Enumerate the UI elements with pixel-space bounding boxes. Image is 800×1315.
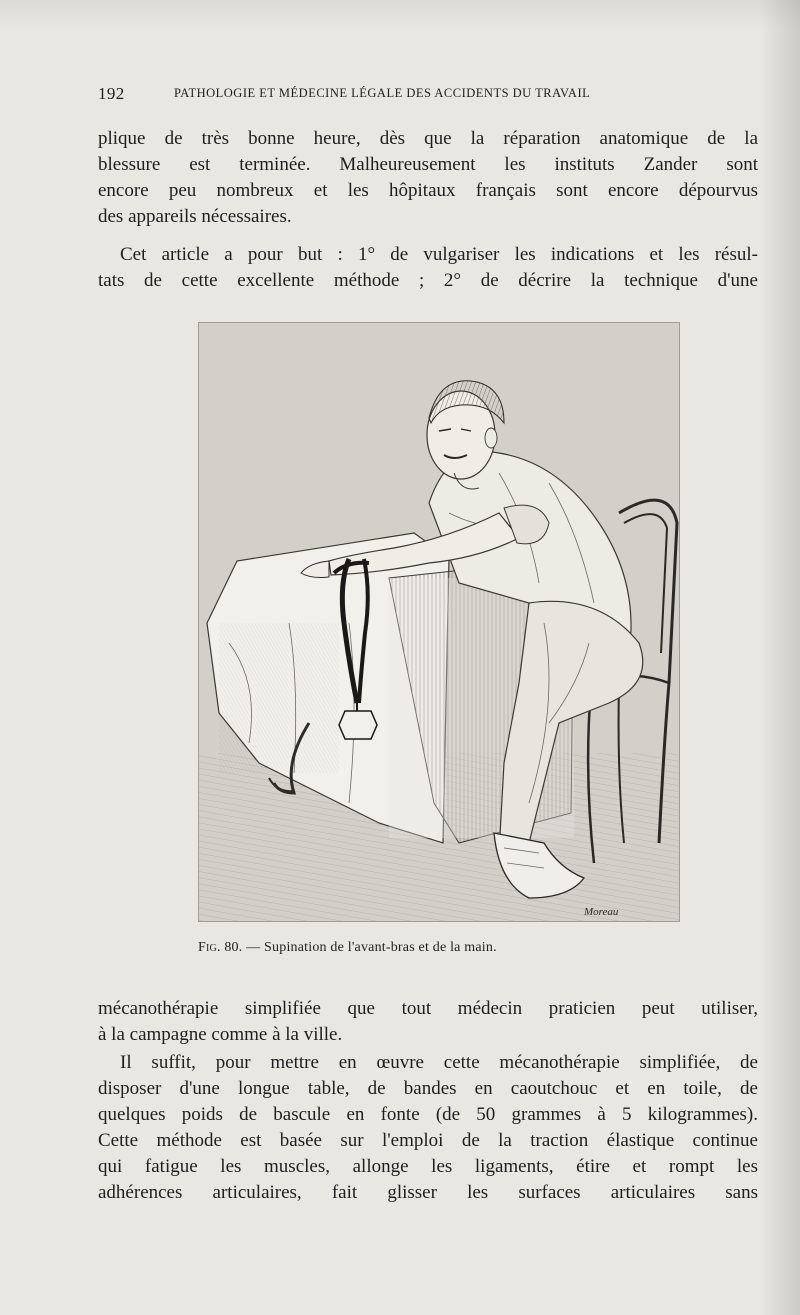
text-line: à la campagne comme à la ville. <box>98 1024 343 1045</box>
text-line: quelques poids de bascule en fonte (de 50 grammes à 5 kilogrammes). <box>98 1104 758 1125</box>
text-line: Cette méthode est basée sur l'emploi de la traction élastique continue <box>98 1130 758 1151</box>
page-shadow <box>0 0 800 30</box>
text-line: adhérences articulaires, fait glisser les surfaces articulaires sans <box>98 1182 758 1203</box>
engraving-supination <box>199 323 679 921</box>
page-number: 192 <box>98 84 125 103</box>
text-line: plique de très bonne heure, dès que la réparation anatomique de la <box>98 128 758 149</box>
text-line: blessure est terminée. Malheureusement les instituts Zander sont <box>98 154 758 175</box>
text-line: tats de cette excellente méthode ; 2° de décrire la technique d'une <box>98 270 758 291</box>
figure-caption <box>198 940 800 956</box>
paragraph-2 <box>98 242 758 294</box>
text-line: Il suffit, pour mettre en œuvre cette mécanothérapie simplifiée, de <box>120 1052 758 1073</box>
page-gutter-shadow <box>760 0 800 1315</box>
paragraph-3 <box>98 996 758 1048</box>
text-line: qui fatigue les muscles, allonge les ligaments, étire et rompt les <box>98 1156 758 1177</box>
text-line: des appareils nécessaires. <box>98 206 292 227</box>
figure-label: Fig. 80. <box>198 940 243 955</box>
paragraph-1 <box>98 126 758 230</box>
artist-signature: Moreau <box>584 906 619 918</box>
text-line: Cet article a pour but : 1° de vulgariser les indications et les résul- <box>120 244 758 265</box>
running-title: PATHOLOGIE ET MÉDECINE LÉGALE DES ACCIDENTS DU TRAVAIL <box>174 86 591 100</box>
text-line: disposer d'une longue table, de bandes en caoutchouc et en toile, de <box>98 1078 758 1099</box>
running-head <box>98 84 698 108</box>
caption-text: — Supination de l'avant-bras et de la main. <box>242 940 497 955</box>
figure-illustration <box>198 322 680 922</box>
paragraph-4 <box>98 1050 758 1206</box>
text-line: encore peu nombreux et les hôpitaux français sont encore dépourvus <box>98 180 758 201</box>
text-line: mécanothérapie simplifiée que tout médecin praticien peut utiliser, <box>98 998 758 1019</box>
